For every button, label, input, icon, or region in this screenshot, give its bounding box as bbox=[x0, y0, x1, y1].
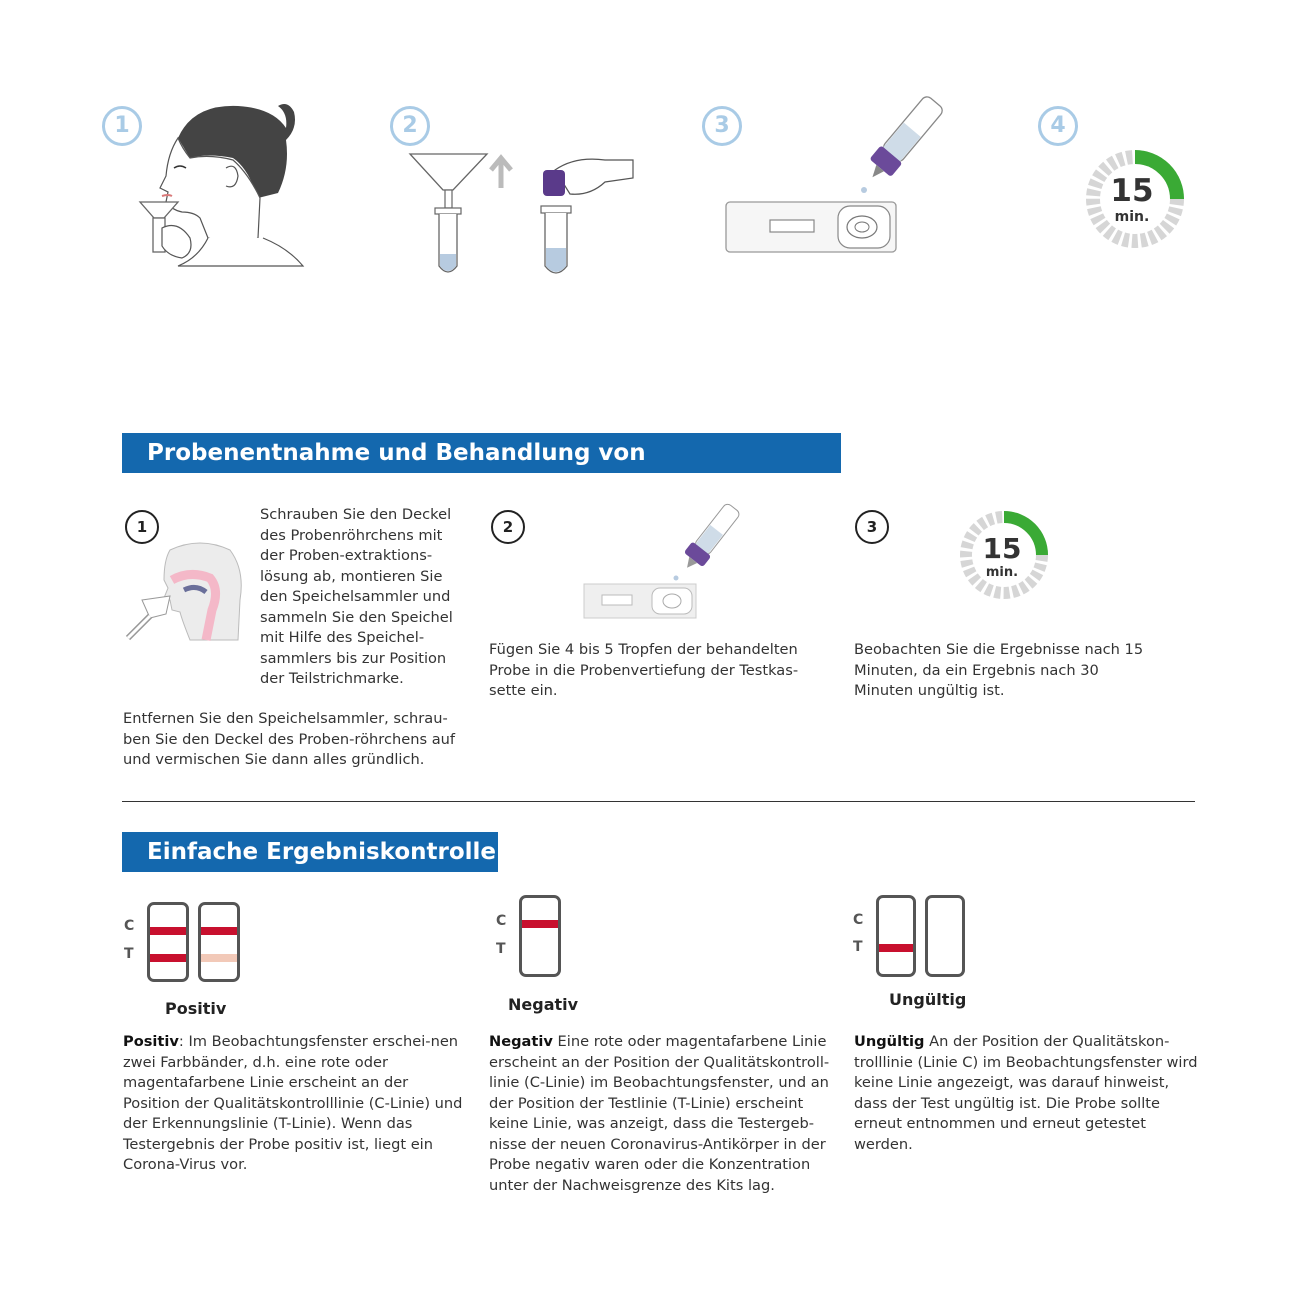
negative-c-band bbox=[522, 920, 558, 928]
positive-cassette-1 bbox=[147, 902, 189, 982]
positive-caption: Positiv bbox=[165, 999, 227, 1018]
cassette-dropper-illustration bbox=[722, 92, 952, 262]
top-step-number-1: 1 bbox=[102, 106, 142, 146]
section1-step-number-1: 1 bbox=[125, 510, 159, 544]
positive-label-c: C bbox=[124, 918, 135, 934]
negative-description bbox=[489, 1032, 834, 1196]
positive-c-band-1 bbox=[150, 927, 186, 935]
top-timer-unit: min. bbox=[1114, 209, 1150, 225]
section1-timer-unit: min. bbox=[985, 565, 1019, 580]
funnel-and-tube-illustration bbox=[405, 148, 640, 283]
invalid-cassette-2 bbox=[925, 895, 965, 977]
invalid-description bbox=[854, 1032, 1199, 1155]
invalid-label-t: T bbox=[853, 939, 863, 955]
positive-t-band-1 bbox=[150, 954, 186, 962]
positive-t-band-faint bbox=[201, 954, 237, 962]
section-divider bbox=[122, 801, 1195, 802]
negative-term: Negativ bbox=[489, 1033, 553, 1050]
top-timer-value: 15 bbox=[1110, 173, 1154, 209]
section1-title-banner: Probenentnahme und Behandlung von Speichelproben bbox=[122, 433, 841, 473]
invalid-label-c: C bbox=[853, 912, 864, 928]
top-step-number-3: 3 bbox=[702, 106, 742, 146]
section1-step1-text: Schrauben Sie den Deckel des Probenröhrchens mit der Proben-extraktions-lösung ab, montieren Sie den Speichelsammler und sammeln Sie den Speichel mit Hilfe des Speichel-sammlers bis zur Position der Teilstrichmarke. bbox=[260, 506, 453, 687]
negative-label-c: C bbox=[496, 913, 507, 929]
invalid-cassette-1 bbox=[876, 895, 916, 977]
positive-text: : Im Beobachtungsfenster erschei-nen zwei Farbbänder, d.h. eine rote oder magentafarbene Linie erscheint an der Position der Qualitätskontrolllinie (C-Linie) und der Erkennungslinie (T-Linie). Wenn das Testergebnis der Probe positiv ist, liegt ein Corona-Virus vor. bbox=[123, 1033, 463, 1173]
positive-cassette-2 bbox=[198, 902, 240, 982]
section1-timer-value: 15 bbox=[982, 532, 1022, 565]
positive-label-t: T bbox=[124, 946, 134, 962]
woman-spitting-illustration bbox=[138, 98, 308, 268]
section1-step1-text-below: Entfernen Sie den Speichelsammler, schrau-ben Sie den Deckel des Proben-röhrchens auf und vermischen Sie dann alles gründlich. bbox=[123, 710, 456, 768]
section2-title-banner: Einfache Ergebniskontrolle bbox=[122, 832, 498, 872]
invalid-text: An der Position der Qualitätskon-trolllinie (Linie C) im Beobachtungsfenster wird keine Linie angezeigt, was darauf hinweist, dass der Test ungültig ist. Die Probe sollte erneut entnommen und erneut getestet werden. bbox=[854, 1033, 1198, 1153]
invalid-caption: Ungültig bbox=[889, 990, 967, 1009]
section1-step3-text: Beobachten Sie die Ergebnisse nach 15 Minuten, da ein Ergebnis nach 30 Minuten ungültig ist. bbox=[854, 641, 1144, 699]
invalid-term: Ungültig bbox=[854, 1033, 925, 1050]
invalid-t-band bbox=[879, 944, 913, 952]
top-step-number-2: 2 bbox=[390, 106, 430, 146]
saliva-collector-profile-illustration bbox=[120, 540, 250, 650]
cassette-drop-small-illustration bbox=[580, 500, 745, 622]
negative-text: Eine rote oder magentafarbene Linie erscheint an der Position der Qualitätskontroll-linie (C-Linie) im Beobachtungsfenster, und an der Position der Testlinie (T-Linie) erscheint keine Linie, was anzeigt, dass die Testergeb-nisse der neuen Coronavirus-Antikörper in der Probe negativ waren oder die Konzentration unter der Nachweisgrenze des Kits lag. bbox=[489, 1033, 830, 1194]
section1-step-number-3: 3 bbox=[855, 510, 889, 544]
positive-c-band-2 bbox=[201, 927, 237, 935]
negative-caption: Negativ bbox=[508, 995, 579, 1014]
positive-term: Positiv bbox=[123, 1033, 179, 1050]
negative-label-t: T bbox=[496, 941, 506, 957]
top-step-number-4: 4 bbox=[1038, 106, 1078, 146]
section1-step-number-2: 2 bbox=[491, 510, 525, 544]
positive-description bbox=[123, 1032, 468, 1176]
negative-cassette bbox=[519, 895, 561, 977]
section1-step2-text: Fügen Sie 4 bis 5 Tropfen der behandelten Probe in die Probenvertiefung der Testkas-sette ein. bbox=[489, 641, 799, 699]
